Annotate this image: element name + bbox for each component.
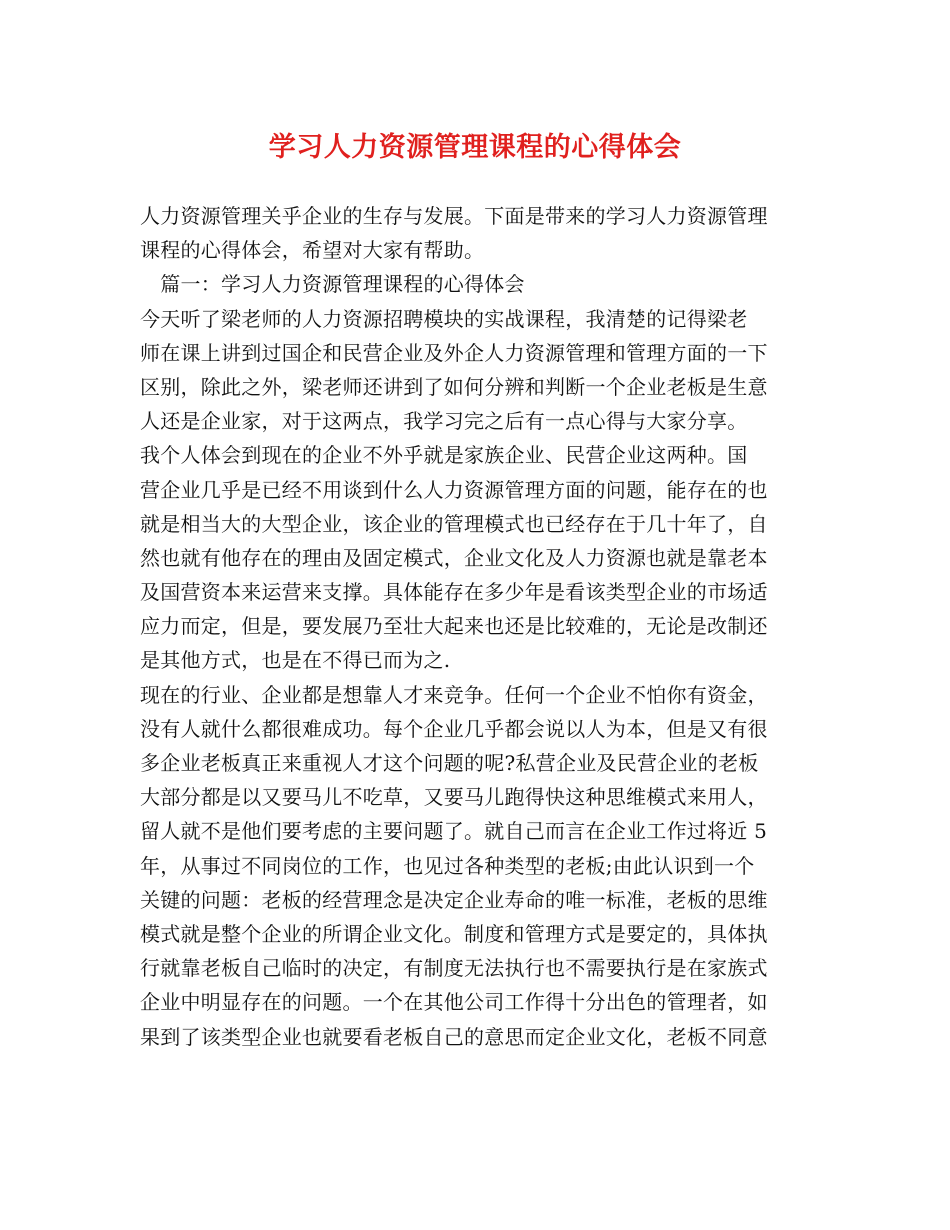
body-line: 模式就是整个企业的所谓企业文化。制度和管理方式是要定的，具体执 (140, 921, 768, 946)
body-line: 是其他方式，也是在不得已而为之. (140, 648, 451, 673)
body-line: 今天听了梁老师的人力资源招聘模块的实战课程，我清楚的记得梁老 (140, 306, 748, 331)
body-line: 人力资源管理关乎企业的生存与发展。下面是带来的学习人力资源管理 (140, 204, 768, 228)
body-line: 及国营资本来运营来支撑。具体能存在多少年是看该类型企业的市场适 (140, 580, 768, 605)
body-line: 果到了该类型企业也就要看老板自己的意思而定企业文化，老板不同意 (140, 1024, 768, 1049)
body-line: 行就靠老板自己临时的决定，有制度无法执行也不需要执行是在家族式 (140, 956, 768, 981)
body-line: 我个人体会到现在的企业不外乎就是家族企业、民营企业这两种。国 (140, 443, 748, 468)
body-line: 课程的心得体会，希望对大家有帮助。 (140, 238, 485, 263)
body-line: 没有人就什么都很难成功。每个企业几乎都会说以人为本，但是又有很 (140, 716, 768, 741)
body-line: 师在课上讲到过国企和民营企业及外企人力资源管理和管理方面的一下 (140, 340, 768, 365)
document-body (140, 199, 820, 1054)
body-line: 关键的问题：老板的经营理念是决定企业寿命的唯一标准，老板的思维 (140, 887, 768, 912)
body-line: 人还是企业家，对于这两点，我学习完之后有一点心得与大家分享。 (140, 409, 748, 434)
body-line: 篇一：学习人力资源管理课程的心得体会 (140, 272, 525, 297)
body-line: 区别，除此之外，梁老师还讲到了如何分辨和判断一个企业老板是生意 (140, 374, 768, 399)
body-line: 应力而定，但是，要发展乃至壮大起来也还是比较难的，无论是改制还 (140, 614, 768, 639)
body-line: 企业中明显存在的问题。一个在其他公司工作得十分出色的管理者，如 (140, 990, 768, 1015)
body-line: 然也就有他存在的理由及固定模式，企业文化及人力资源也就是靠老本 (140, 545, 768, 570)
document-title: 学习人力资源管理课程的心得体会 (268, 132, 682, 163)
body-line: 多企业老板真正来重视人才这个问题的呢?私营企业及民营企业的老板 (140, 751, 759, 775)
body-line: 就是相当大的大型企业，该企业的管理模式也已经存在于几十年了，自 (140, 511, 768, 536)
body-line: 年，从事过不同岗位的工作，也见过各种类型的老板;由此认识到一个 (140, 853, 755, 878)
body-line: 营企业几乎是已经不用谈到什么人力资源管理方面的问题，能存在的也 (140, 477, 768, 502)
body-line: 留人就不是他们要考虑的主要问题了。就自己而言在企业工作过将近 5 (140, 819, 768, 844)
body-line: 现在的行业、企业都是想靠人才来竞争。任何一个企业不怕你有资金， (140, 682, 768, 707)
body-line: 大部分都是以又要马儿不吃草，又要马儿跑得快这种思维模式来用人， (140, 785, 768, 810)
